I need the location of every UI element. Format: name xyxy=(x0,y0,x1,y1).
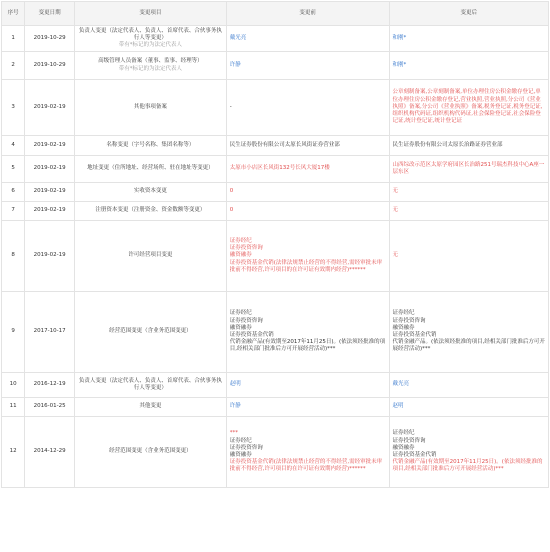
after-line: 戴光亮 xyxy=(392,381,410,388)
before-line: 融资融券 xyxy=(229,252,252,259)
after-line: 无 xyxy=(392,188,399,195)
before-line: - xyxy=(229,103,232,110)
change-item xyxy=(75,202,227,221)
value-before xyxy=(226,80,389,136)
value-after xyxy=(389,398,548,417)
change-item-label: 高级管理人员备案（董事、监事、经理等） xyxy=(98,58,203,65)
before-line: 戴光亮 xyxy=(229,34,247,41)
change-item-label: 其他变更 xyxy=(139,403,162,410)
before-line: 赵明 xyxy=(229,381,241,388)
value-after xyxy=(389,183,548,202)
table-row xyxy=(2,221,549,292)
change-date: 2019-02-19 xyxy=(25,202,75,221)
before-line: 证券投资基金代销(法律法规禁止经营的不得经营,需经审批未审批前不得经营,许可项目的在许可证有效期内经营)****** xyxy=(229,259,383,273)
change-item-label: 注册资本变更（注册资金、资金数额等变更） xyxy=(95,207,206,214)
change-item-label: 负责人变更（法定代表人、负责人、首席代表、合伙事务执行人等变更） xyxy=(78,27,222,41)
change-date: 2019-10-29 xyxy=(25,26,75,52)
change-item xyxy=(75,156,227,183)
change-date: 2016-12-19 xyxy=(25,373,75,398)
change-date: 2014-12-29 xyxy=(25,417,75,488)
table-row xyxy=(2,373,549,398)
change-item xyxy=(75,136,227,156)
legal-rep-note: 带有*标记的为法定代表人 xyxy=(118,65,183,72)
after-line: 证券投资咨询 xyxy=(392,317,426,324)
table-row xyxy=(2,26,549,52)
value-before xyxy=(226,183,389,202)
value-before xyxy=(226,417,389,488)
table-row xyxy=(2,202,549,221)
change-item xyxy=(75,26,227,52)
value-before xyxy=(226,398,389,417)
before-line: 太原市小店区长风街132号长风大厦17楼 xyxy=(229,165,330,172)
change-item xyxy=(75,417,227,488)
before-line: 证券经纪 xyxy=(229,437,252,444)
table-row xyxy=(2,398,549,417)
table-body xyxy=(2,26,549,488)
table-row xyxy=(2,80,549,136)
table-row xyxy=(2,417,549,488)
after-line: 证券经纪 xyxy=(392,430,415,437)
change-date: 2019-02-19 xyxy=(25,221,75,292)
row-index: 6 xyxy=(2,183,25,202)
value-after xyxy=(389,156,548,183)
change-date: 2019-02-19 xyxy=(25,80,75,136)
after-line: 山西综改示范区太原学府园区长治路251号瑞杰科技中心A座一层东区 xyxy=(392,161,545,175)
change-date: 2019-02-19 xyxy=(25,183,75,202)
value-before xyxy=(226,292,389,373)
before-line: 许静 xyxy=(229,403,241,410)
value-after xyxy=(389,373,548,398)
after-line: 证券经纪 xyxy=(392,310,415,317)
value-before xyxy=(226,52,389,80)
after-line: 公章刻制备案,公章刻制备案,单位办理住房公积金缴存登记,单位办理住房公积金缴存登记,营业执照,营业执照,分公司《营业执照》备案,分公司《营业执照》备案,税务登记证,税务登记证,组织机构代码证,组织机构代码证,社会保险登记证,社会保险登记证,统计登记证,统计登记证 xyxy=(392,89,543,125)
value-after xyxy=(389,26,548,52)
after-line: 无 xyxy=(392,207,399,214)
change-item-label: 实收资本变更 xyxy=(133,188,167,195)
value-before xyxy=(226,136,389,156)
before-line: 证券经纪 xyxy=(229,310,252,317)
after-line: 和刚* xyxy=(392,61,407,68)
table-row xyxy=(2,136,549,156)
change-item xyxy=(75,373,227,398)
change-item xyxy=(75,292,227,373)
row-index: 1 xyxy=(2,26,25,52)
legal-rep-note: 带有*标记的为法定代表人 xyxy=(118,42,183,49)
table-header-row xyxy=(2,2,549,26)
change-item xyxy=(75,398,227,417)
after-line: 赵明 xyxy=(392,403,404,410)
row-index: 9 xyxy=(2,292,25,373)
before-line: 证券经纪 xyxy=(229,237,252,244)
table-row xyxy=(2,292,549,373)
before-line: 0 xyxy=(229,207,234,214)
value-before xyxy=(226,26,389,52)
after-line: 融资融券 xyxy=(392,444,415,451)
value-after xyxy=(389,221,548,292)
after-line: 代销金融产品。(依法须经批准的项目,经相关部门批准后方可开展经营活动)*** xyxy=(392,339,545,353)
change-item-label: 许可经营项目变更 xyxy=(128,252,173,259)
row-index: 12 xyxy=(2,417,25,488)
before-line: *** xyxy=(229,430,238,437)
before-line: 证券投资咨询 xyxy=(229,245,263,252)
row-index: 8 xyxy=(2,221,25,292)
before-line: 融资融券 xyxy=(229,452,252,458)
after-line: 证券投资咨询 xyxy=(392,437,426,444)
after-line: 无 xyxy=(392,252,399,259)
after-line: 融资融券 xyxy=(392,324,415,331)
value-after xyxy=(389,136,548,156)
change-history-table xyxy=(1,1,549,488)
value-after xyxy=(389,80,548,136)
row-index: 2 xyxy=(2,52,25,80)
change-item-label: 名称变更（字号名称、集团名称等） xyxy=(106,141,195,148)
row-index: 5 xyxy=(2,156,25,183)
value-before xyxy=(226,221,389,292)
table-row xyxy=(2,183,549,202)
change-date: 2019-02-19 xyxy=(25,136,75,156)
change-item-label: 地址变更（住所地址、经营场所、驻在地址等变更） xyxy=(87,165,214,172)
before-line: 许静 xyxy=(229,61,241,68)
table-row xyxy=(2,156,549,183)
value-after xyxy=(389,52,548,80)
change-item-label: 经营范围变更（含业务范围变更） xyxy=(109,448,192,455)
after-line: 民生证券股份有限公司太原长治路证券营业部 xyxy=(392,141,503,148)
value-after xyxy=(389,292,548,373)
change-item-label: 其他事项备案 xyxy=(133,103,167,110)
before-line: 民生证券股份有限公司太原长风街证券营业部 xyxy=(229,141,340,148)
change-item xyxy=(75,80,227,136)
change-date: 2019-10-29 xyxy=(25,52,75,80)
change-item-label: 负责人变更（法定代表人、负责人、首席代表、合伙事务执行人等变更） xyxy=(78,377,222,391)
row-index: 4 xyxy=(2,136,25,156)
change-item xyxy=(75,221,227,292)
before-line: 证券投资咨询 xyxy=(229,444,263,451)
after-line: 和刚* xyxy=(392,34,407,41)
before-line: 证券投资基金代销 xyxy=(229,332,274,338)
after-line: 代销金融产品(有效期至2017年11月25日)。(依法须经批准的项目,经相关部门批准后方可开展经营活动)*** xyxy=(392,459,543,473)
before-line: 证券投资基金代销(法律法规禁止经营的不得经营,需经审批未审批前不得经营,许可项目的在许可证有效期内经营)****** xyxy=(229,459,383,473)
change-date: 2019-02-19 xyxy=(25,156,75,183)
header-item: 变更项目 xyxy=(75,2,227,26)
after-line: 证券投资基金代销 xyxy=(392,452,437,458)
table-row xyxy=(2,52,549,80)
header-date: 变更日期 xyxy=(25,2,75,26)
row-index: 10 xyxy=(2,373,25,398)
value-before xyxy=(226,373,389,398)
row-index: 7 xyxy=(2,202,25,221)
value-after xyxy=(389,417,548,488)
change-date: 2017-10-17 xyxy=(25,292,75,373)
change-item xyxy=(75,52,227,80)
before-line: 证券投资咨询 xyxy=(229,317,263,324)
row-index: 11 xyxy=(2,398,25,417)
change-item xyxy=(75,183,227,202)
before-line: 代销金融产品(有效期至2017年11月25日)。(依法须经批准的项目,经相关部门批准后方可开展经营活动)*** xyxy=(229,339,386,353)
before-line: 融资融券 xyxy=(229,324,252,331)
change-date: 2016-01-25 xyxy=(25,398,75,417)
header-after: 变更后 xyxy=(389,2,548,26)
value-before xyxy=(226,156,389,183)
after-line: 证券投资基金代销 xyxy=(392,332,437,338)
row-index: 3 xyxy=(2,80,25,136)
value-after xyxy=(389,202,548,221)
header-before: 变更前 xyxy=(226,2,389,26)
before-line: 0 xyxy=(229,188,234,195)
header-index: 序号 xyxy=(2,2,25,26)
change-item-label: 经营范围变更（含业务范围变更） xyxy=(109,328,192,335)
value-before xyxy=(226,202,389,221)
